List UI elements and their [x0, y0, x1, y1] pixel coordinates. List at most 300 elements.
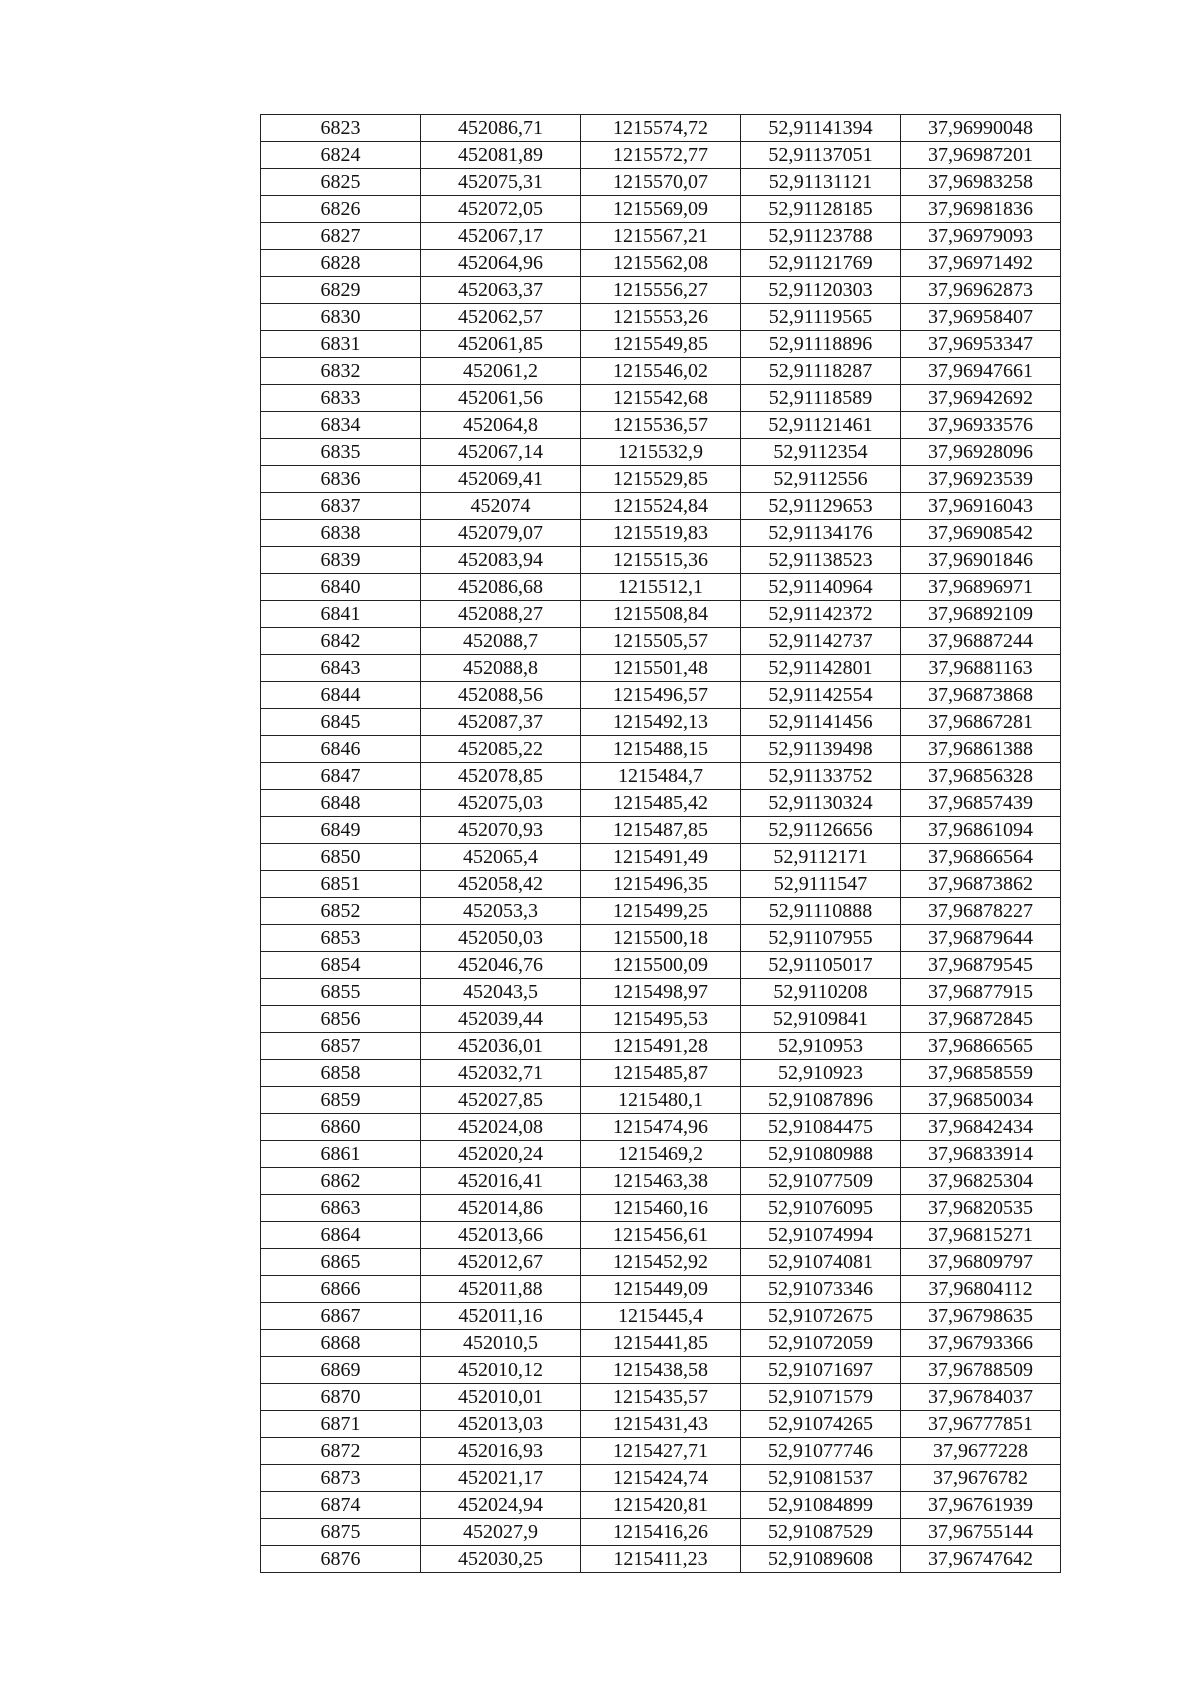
point-number-cell: 6869	[261, 1357, 421, 1384]
longitude-cell: 37,96879644	[901, 925, 1061, 952]
x-coordinate-cell: 452016,93	[421, 1438, 581, 1465]
longitude-cell: 37,96825304	[901, 1168, 1061, 1195]
x-coordinate-cell: 452014,86	[421, 1195, 581, 1222]
point-number-cell: 6837	[261, 493, 421, 520]
table-row	[261, 574, 1061, 601]
point-number-cell: 6841	[261, 601, 421, 628]
latitude-cell: 52,91110888	[741, 898, 901, 925]
y-coordinate-cell: 1215485,87	[581, 1060, 741, 1087]
point-number-cell: 6867	[261, 1303, 421, 1330]
longitude-cell: 37,96784037	[901, 1384, 1061, 1411]
y-coordinate-cell: 1215431,43	[581, 1411, 741, 1438]
x-coordinate-cell: 452069,41	[421, 466, 581, 493]
point-number-cell: 6823	[261, 115, 421, 142]
longitude-cell: 37,96866564	[901, 844, 1061, 871]
y-coordinate-cell: 1215491,28	[581, 1033, 741, 1060]
longitude-cell: 37,96987201	[901, 142, 1061, 169]
longitude-cell: 37,96861388	[901, 736, 1061, 763]
longitude-cell: 37,9677228	[901, 1438, 1061, 1465]
table-row	[261, 1546, 1061, 1573]
point-number-cell: 6855	[261, 979, 421, 1006]
point-number-cell: 6834	[261, 412, 421, 439]
point-number-cell: 6856	[261, 1006, 421, 1033]
y-coordinate-cell: 1215485,42	[581, 790, 741, 817]
point-number-cell: 6831	[261, 331, 421, 358]
longitude-cell: 37,96857439	[901, 790, 1061, 817]
table-row	[261, 142, 1061, 169]
y-coordinate-cell: 1215449,09	[581, 1276, 741, 1303]
table-row	[261, 1465, 1061, 1492]
longitude-cell: 37,96971492	[901, 250, 1061, 277]
longitude-cell: 37,96923539	[901, 466, 1061, 493]
x-coordinate-cell: 452010,12	[421, 1357, 581, 1384]
table-row	[261, 790, 1061, 817]
point-number-cell: 6852	[261, 898, 421, 925]
y-coordinate-cell: 1215445,4	[581, 1303, 741, 1330]
longitude-cell: 37,96928096	[901, 439, 1061, 466]
table-row	[261, 709, 1061, 736]
point-number-cell: 6851	[261, 871, 421, 898]
y-coordinate-cell: 1215469,2	[581, 1141, 741, 1168]
x-coordinate-cell: 452081,89	[421, 142, 581, 169]
y-coordinate-cell: 1215562,08	[581, 250, 741, 277]
x-coordinate-cell: 452036,01	[421, 1033, 581, 1060]
latitude-cell: 52,91140964	[741, 574, 901, 601]
x-coordinate-cell: 452075,31	[421, 169, 581, 196]
x-coordinate-cell: 452024,08	[421, 1114, 581, 1141]
table-row	[261, 655, 1061, 682]
latitude-cell: 52,91134176	[741, 520, 901, 547]
point-number-cell: 6861	[261, 1141, 421, 1168]
longitude-cell: 37,96979093	[901, 223, 1061, 250]
x-coordinate-cell: 452074	[421, 493, 581, 520]
table-row	[261, 844, 1061, 871]
x-coordinate-cell: 452086,68	[421, 574, 581, 601]
longitude-cell: 37,96809797	[901, 1249, 1061, 1276]
y-coordinate-cell: 1215416,26	[581, 1519, 741, 1546]
table-row	[261, 331, 1061, 358]
y-coordinate-cell: 1215484,7	[581, 763, 741, 790]
table-row	[261, 763, 1061, 790]
x-coordinate-cell: 452079,07	[421, 520, 581, 547]
x-coordinate-cell: 452024,94	[421, 1492, 581, 1519]
table-row	[261, 1330, 1061, 1357]
x-coordinate-cell: 452062,57	[421, 304, 581, 331]
point-number-cell: 6833	[261, 385, 421, 412]
x-coordinate-cell: 452088,7	[421, 628, 581, 655]
x-coordinate-cell: 452010,01	[421, 1384, 581, 1411]
latitude-cell: 52,91128185	[741, 196, 901, 223]
longitude-cell: 37,96983258	[901, 169, 1061, 196]
y-coordinate-cell: 1215496,35	[581, 871, 741, 898]
x-coordinate-cell: 452021,17	[421, 1465, 581, 1492]
latitude-cell: 52,91137051	[741, 142, 901, 169]
latitude-cell: 52,9112171	[741, 844, 901, 871]
latitude-cell: 52,91142372	[741, 601, 901, 628]
point-number-cell: 6836	[261, 466, 421, 493]
y-coordinate-cell: 1215438,58	[581, 1357, 741, 1384]
y-coordinate-cell: 1215572,77	[581, 142, 741, 169]
latitude-cell: 52,91121461	[741, 412, 901, 439]
y-coordinate-cell: 1215536,57	[581, 412, 741, 439]
point-number-cell: 6865	[261, 1249, 421, 1276]
longitude-cell: 37,96850034	[901, 1087, 1061, 1114]
table-row	[261, 736, 1061, 763]
x-coordinate-cell: 452013,03	[421, 1411, 581, 1438]
longitude-cell: 37,96777851	[901, 1411, 1061, 1438]
x-coordinate-cell: 452075,03	[421, 790, 581, 817]
table-row	[261, 1249, 1061, 1276]
point-number-cell: 6830	[261, 304, 421, 331]
x-coordinate-cell: 452020,24	[421, 1141, 581, 1168]
latitude-cell: 52,91141456	[741, 709, 901, 736]
latitude-cell: 52,91071697	[741, 1357, 901, 1384]
latitude-cell: 52,91107955	[741, 925, 901, 952]
x-coordinate-cell: 452016,41	[421, 1168, 581, 1195]
point-number-cell: 6868	[261, 1330, 421, 1357]
latitude-cell: 52,91080988	[741, 1141, 901, 1168]
point-number-cell: 6849	[261, 817, 421, 844]
table-row	[261, 466, 1061, 493]
point-number-cell: 6870	[261, 1384, 421, 1411]
latitude-cell: 52,91133752	[741, 763, 901, 790]
x-coordinate-cell: 452032,71	[421, 1060, 581, 1087]
longitude-cell: 37,96867281	[901, 709, 1061, 736]
point-number-cell: 6874	[261, 1492, 421, 1519]
x-coordinate-cell: 452013,66	[421, 1222, 581, 1249]
table-row	[261, 304, 1061, 331]
longitude-cell: 37,96873862	[901, 871, 1061, 898]
y-coordinate-cell: 1215463,38	[581, 1168, 741, 1195]
latitude-cell: 52,9110208	[741, 979, 901, 1006]
latitude-cell: 52,91071579	[741, 1384, 901, 1411]
y-coordinate-cell: 1215505,57	[581, 628, 741, 655]
latitude-cell: 52,910953	[741, 1033, 901, 1060]
table-row	[261, 1060, 1061, 1087]
point-number-cell: 6845	[261, 709, 421, 736]
longitude-cell: 37,96833914	[901, 1141, 1061, 1168]
x-coordinate-cell: 452046,76	[421, 952, 581, 979]
latitude-cell: 52,91084475	[741, 1114, 901, 1141]
latitude-cell: 52,91118287	[741, 358, 901, 385]
point-number-cell: 6853	[261, 925, 421, 952]
latitude-cell: 52,91076095	[741, 1195, 901, 1222]
longitude-cell: 37,96908542	[901, 520, 1061, 547]
x-coordinate-cell: 452061,56	[421, 385, 581, 412]
table-row	[261, 547, 1061, 574]
table-row	[261, 682, 1061, 709]
latitude-cell: 52,9112556	[741, 466, 901, 493]
latitude-cell: 52,91118896	[741, 331, 901, 358]
table-row	[261, 871, 1061, 898]
y-coordinate-cell: 1215500,18	[581, 925, 741, 952]
point-number-cell: 6848	[261, 790, 421, 817]
x-coordinate-cell: 452027,85	[421, 1087, 581, 1114]
x-coordinate-cell: 452030,25	[421, 1546, 581, 1573]
point-number-cell: 6827	[261, 223, 421, 250]
point-number-cell: 6854	[261, 952, 421, 979]
table-row	[261, 925, 1061, 952]
latitude-cell: 52,91120303	[741, 277, 901, 304]
longitude-cell: 37,96942692	[901, 385, 1061, 412]
longitude-cell: 37,96901846	[901, 547, 1061, 574]
longitude-cell: 37,96866565	[901, 1033, 1061, 1060]
x-coordinate-cell: 452088,27	[421, 601, 581, 628]
longitude-cell: 37,96892109	[901, 601, 1061, 628]
table-row	[261, 601, 1061, 628]
x-coordinate-cell: 452065,4	[421, 844, 581, 871]
latitude-cell: 52,91119565	[741, 304, 901, 331]
table-row	[261, 1357, 1061, 1384]
y-coordinate-cell: 1215424,74	[581, 1465, 741, 1492]
y-coordinate-cell: 1215499,25	[581, 898, 741, 925]
point-number-cell: 6875	[261, 1519, 421, 1546]
latitude-cell: 52,91141394	[741, 115, 901, 142]
table-row	[261, 1303, 1061, 1330]
longitude-cell: 37,96788509	[901, 1357, 1061, 1384]
y-coordinate-cell: 1215569,09	[581, 196, 741, 223]
latitude-cell: 52,91074994	[741, 1222, 901, 1249]
x-coordinate-cell: 452088,56	[421, 682, 581, 709]
x-coordinate-cell: 452072,05	[421, 196, 581, 223]
latitude-cell: 52,91126656	[741, 817, 901, 844]
longitude-cell: 37,96747642	[901, 1546, 1061, 1573]
y-coordinate-cell: 1215515,36	[581, 547, 741, 574]
point-number-cell: 6842	[261, 628, 421, 655]
longitude-cell: 37,96879545	[901, 952, 1061, 979]
longitude-cell: 37,96872845	[901, 1006, 1061, 1033]
longitude-cell: 37,96815271	[901, 1222, 1061, 1249]
latitude-cell: 52,91138523	[741, 547, 901, 574]
y-coordinate-cell: 1215420,81	[581, 1492, 741, 1519]
latitude-cell: 52,91142737	[741, 628, 901, 655]
table-row	[261, 1384, 1061, 1411]
latitude-cell: 52,9112354	[741, 439, 901, 466]
longitude-cell: 37,96798635	[901, 1303, 1061, 1330]
y-coordinate-cell: 1215553,26	[581, 304, 741, 331]
y-coordinate-cell: 1215498,97	[581, 979, 741, 1006]
y-coordinate-cell: 1215427,71	[581, 1438, 741, 1465]
longitude-cell: 37,96916043	[901, 493, 1061, 520]
longitude-cell: 37,96755144	[901, 1519, 1061, 1546]
y-coordinate-cell: 1215529,85	[581, 466, 741, 493]
longitude-cell: 37,96858559	[901, 1060, 1061, 1087]
y-coordinate-cell: 1215574,72	[581, 115, 741, 142]
x-coordinate-cell: 452085,22	[421, 736, 581, 763]
y-coordinate-cell: 1215491,49	[581, 844, 741, 871]
table-row	[261, 1087, 1061, 1114]
point-number-cell: 6864	[261, 1222, 421, 1249]
point-number-cell: 6871	[261, 1411, 421, 1438]
x-coordinate-cell: 452061,85	[421, 331, 581, 358]
y-coordinate-cell: 1215456,61	[581, 1222, 741, 1249]
point-number-cell: 6866	[261, 1276, 421, 1303]
longitude-cell: 37,96962873	[901, 277, 1061, 304]
latitude-cell: 52,91118589	[741, 385, 901, 412]
point-number-cell: 6829	[261, 277, 421, 304]
latitude-cell: 52,91087529	[741, 1519, 901, 1546]
table-row	[261, 1195, 1061, 1222]
longitude-cell: 37,96896971	[901, 574, 1061, 601]
point-number-cell: 6844	[261, 682, 421, 709]
point-number-cell: 6876	[261, 1546, 421, 1573]
table-row	[261, 1114, 1061, 1141]
table-row	[261, 1411, 1061, 1438]
table-row	[261, 1033, 1061, 1060]
x-coordinate-cell: 452067,17	[421, 223, 581, 250]
y-coordinate-cell: 1215546,02	[581, 358, 741, 385]
y-coordinate-cell: 1215501,48	[581, 655, 741, 682]
table-row	[261, 1519, 1061, 1546]
point-number-cell: 6843	[261, 655, 421, 682]
latitude-cell: 52,91130324	[741, 790, 901, 817]
latitude-cell: 52,9111547	[741, 871, 901, 898]
x-coordinate-cell: 452053,3	[421, 898, 581, 925]
longitude-cell: 37,96842434	[901, 1114, 1061, 1141]
latitude-cell: 52,91123788	[741, 223, 901, 250]
longitude-cell: 37,96953347	[901, 331, 1061, 358]
table-row	[261, 1006, 1061, 1033]
x-coordinate-cell: 452083,94	[421, 547, 581, 574]
table-row	[261, 520, 1061, 547]
longitude-cell: 37,96873868	[901, 682, 1061, 709]
x-coordinate-cell: 452050,03	[421, 925, 581, 952]
x-coordinate-cell: 452011,16	[421, 1303, 581, 1330]
point-number-cell: 6858	[261, 1060, 421, 1087]
latitude-cell: 52,91081537	[741, 1465, 901, 1492]
x-coordinate-cell: 452064,8	[421, 412, 581, 439]
x-coordinate-cell: 452027,9	[421, 1519, 581, 1546]
latitude-cell: 52,91142801	[741, 655, 901, 682]
point-number-cell: 6846	[261, 736, 421, 763]
longitude-cell: 37,96958407	[901, 304, 1061, 331]
table-row	[261, 358, 1061, 385]
y-coordinate-cell: 1215567,21	[581, 223, 741, 250]
table-row	[261, 277, 1061, 304]
point-number-cell: 6832	[261, 358, 421, 385]
y-coordinate-cell: 1215512,1	[581, 574, 741, 601]
latitude-cell: 52,91073346	[741, 1276, 901, 1303]
point-number-cell: 6840	[261, 574, 421, 601]
y-coordinate-cell: 1215488,15	[581, 736, 741, 763]
y-coordinate-cell: 1215460,16	[581, 1195, 741, 1222]
point-number-cell: 6838	[261, 520, 421, 547]
latitude-cell: 52,91129653	[741, 493, 901, 520]
point-number-cell: 6872	[261, 1438, 421, 1465]
latitude-cell: 52,910923	[741, 1060, 901, 1087]
y-coordinate-cell: 1215570,07	[581, 169, 741, 196]
table-row	[261, 898, 1061, 925]
y-coordinate-cell: 1215411,23	[581, 1546, 741, 1573]
table-row	[261, 1276, 1061, 1303]
x-coordinate-cell: 452070,93	[421, 817, 581, 844]
x-coordinate-cell: 452012,67	[421, 1249, 581, 1276]
table-row	[261, 1222, 1061, 1249]
table-row	[261, 1168, 1061, 1195]
y-coordinate-cell: 1215500,09	[581, 952, 741, 979]
latitude-cell: 52,91121769	[741, 250, 901, 277]
point-number-cell: 6850	[261, 844, 421, 871]
latitude-cell: 52,91142554	[741, 682, 901, 709]
table-row	[261, 385, 1061, 412]
coordinates-table	[260, 114, 1061, 1573]
longitude-cell: 37,96990048	[901, 115, 1061, 142]
table-row	[261, 1438, 1061, 1465]
point-number-cell: 6860	[261, 1114, 421, 1141]
x-coordinate-cell: 452087,37	[421, 709, 581, 736]
longitude-cell: 37,96947661	[901, 358, 1061, 385]
latitude-cell: 52,91077746	[741, 1438, 901, 1465]
point-number-cell: 6828	[261, 250, 421, 277]
latitude-cell: 52,91084899	[741, 1492, 901, 1519]
longitude-cell: 37,96761939	[901, 1492, 1061, 1519]
table-row	[261, 1492, 1061, 1519]
latitude-cell: 52,91072675	[741, 1303, 901, 1330]
x-coordinate-cell: 452010,5	[421, 1330, 581, 1357]
table-row	[261, 1141, 1061, 1168]
x-coordinate-cell: 452064,96	[421, 250, 581, 277]
y-coordinate-cell: 1215480,1	[581, 1087, 741, 1114]
point-number-cell: 6826	[261, 196, 421, 223]
longitude-cell: 37,96981836	[901, 196, 1061, 223]
point-number-cell: 6835	[261, 439, 421, 466]
point-number-cell: 6857	[261, 1033, 421, 1060]
longitude-cell: 37,96820535	[901, 1195, 1061, 1222]
longitude-cell: 37,96861094	[901, 817, 1061, 844]
longitude-cell: 37,96856328	[901, 763, 1061, 790]
latitude-cell: 52,91131121	[741, 169, 901, 196]
latitude-cell: 52,91089608	[741, 1546, 901, 1573]
x-coordinate-cell: 452067,14	[421, 439, 581, 466]
point-number-cell: 6859	[261, 1087, 421, 1114]
y-coordinate-cell: 1215487,85	[581, 817, 741, 844]
y-coordinate-cell: 1215492,13	[581, 709, 741, 736]
latitude-cell: 52,9109841	[741, 1006, 901, 1033]
coordinates-table-body	[261, 115, 1061, 1573]
y-coordinate-cell: 1215441,85	[581, 1330, 741, 1357]
table-row	[261, 250, 1061, 277]
table-row	[261, 196, 1061, 223]
y-coordinate-cell: 1215495,53	[581, 1006, 741, 1033]
longitude-cell: 37,96804112	[901, 1276, 1061, 1303]
y-coordinate-cell: 1215452,92	[581, 1249, 741, 1276]
longitude-cell: 37,9676782	[901, 1465, 1061, 1492]
x-coordinate-cell: 452043,5	[421, 979, 581, 1006]
latitude-cell: 52,91074265	[741, 1411, 901, 1438]
longitude-cell: 37,96887244	[901, 628, 1061, 655]
latitude-cell: 52,91087896	[741, 1087, 901, 1114]
y-coordinate-cell: 1215542,68	[581, 385, 741, 412]
latitude-cell: 52,91077509	[741, 1168, 901, 1195]
point-number-cell: 6873	[261, 1465, 421, 1492]
longitude-cell: 37,96878227	[901, 898, 1061, 925]
longitude-cell: 37,96881163	[901, 655, 1061, 682]
x-coordinate-cell: 452078,85	[421, 763, 581, 790]
x-coordinate-cell: 452088,8	[421, 655, 581, 682]
latitude-cell: 52,91105017	[741, 952, 901, 979]
point-number-cell: 6863	[261, 1195, 421, 1222]
table-row	[261, 169, 1061, 196]
y-coordinate-cell: 1215549,85	[581, 331, 741, 358]
table-row	[261, 115, 1061, 142]
point-number-cell: 6824	[261, 142, 421, 169]
point-number-cell: 6825	[261, 169, 421, 196]
y-coordinate-cell: 1215524,84	[581, 493, 741, 520]
longitude-cell: 37,96933576	[901, 412, 1061, 439]
y-coordinate-cell: 1215532,9	[581, 439, 741, 466]
latitude-cell: 52,91139498	[741, 736, 901, 763]
y-coordinate-cell: 1215519,83	[581, 520, 741, 547]
